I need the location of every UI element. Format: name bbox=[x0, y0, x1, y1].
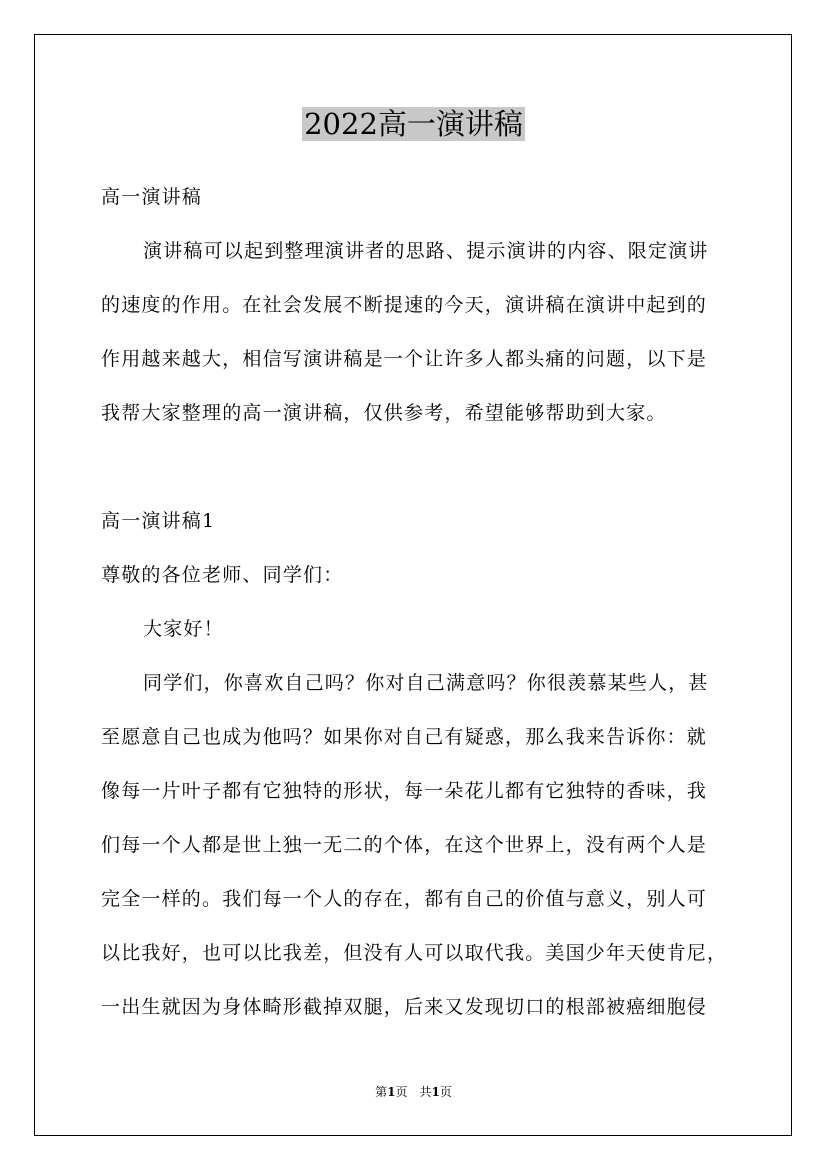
text-line: 作用越来越大，相信写演讲稿是一个让许多人都头痛的问题，以下是 bbox=[101, 348, 708, 370]
document-title bbox=[0, 104, 827, 144]
document-body bbox=[101, 170, 728, 1034]
text-line: 演讲稿可以起到整理演讲者的思路、提示演讲的内容、限定演讲 bbox=[143, 240, 709, 262]
text-line: 高一演讲稿 bbox=[101, 186, 203, 208]
text-line: 一出生就因为身体畸形截掉双腿，后来又发现切口的根部被癌细胞侵 bbox=[101, 996, 708, 1018]
text-line: 同学们，你喜欢自己吗？你对自己满意吗？你很羡慕某些人，甚 bbox=[143, 672, 709, 694]
text-line: 至愿意自己也成为他吗？如果你对自己有疑惑，那么我来告诉你：就 bbox=[101, 726, 708, 748]
text-line: 尊敬的各位老师、同学们： bbox=[101, 564, 344, 586]
text-line: 以比我好，也可以比我差，但没有人可以取代我。美国少年天使肯尼， bbox=[101, 942, 728, 964]
text-line: 像每一片叶子都有它独特的形状，每一朵花儿都有它独特的香味，我 bbox=[101, 780, 708, 802]
footer-page-total: 1 bbox=[431, 1085, 440, 1099]
text-line: 我帮大家整理的高一演讲稿，仅供参考，希望能够帮助到大家。 bbox=[101, 402, 667, 424]
footer-prefix: 第 bbox=[375, 1085, 388, 1099]
text-line: 高一演讲稿1 bbox=[101, 510, 216, 532]
footer-page-number: 1 bbox=[387, 1085, 396, 1099]
blank-line bbox=[101, 440, 728, 494]
text-line: 的速度的作用。在社会发展不断提速的今天，演讲稿在演讲中起到的 bbox=[101, 294, 708, 316]
footer-suffix: 页 bbox=[439, 1085, 452, 1099]
footer-middle: 页 共 bbox=[395, 1085, 432, 1099]
text-line: 大家好！ bbox=[143, 618, 224, 640]
text-line: 们每一个人都是世上独一无二的个体，在这个世界上，没有两个人是 bbox=[101, 834, 708, 856]
page-footer bbox=[0, 1083, 827, 1101]
text-line: 完全一样的。我们每一个人的存在，都有自己的价值与意义，别人可 bbox=[101, 888, 708, 910]
document-title-text: 2022高一演讲稿 bbox=[304, 107, 523, 141]
